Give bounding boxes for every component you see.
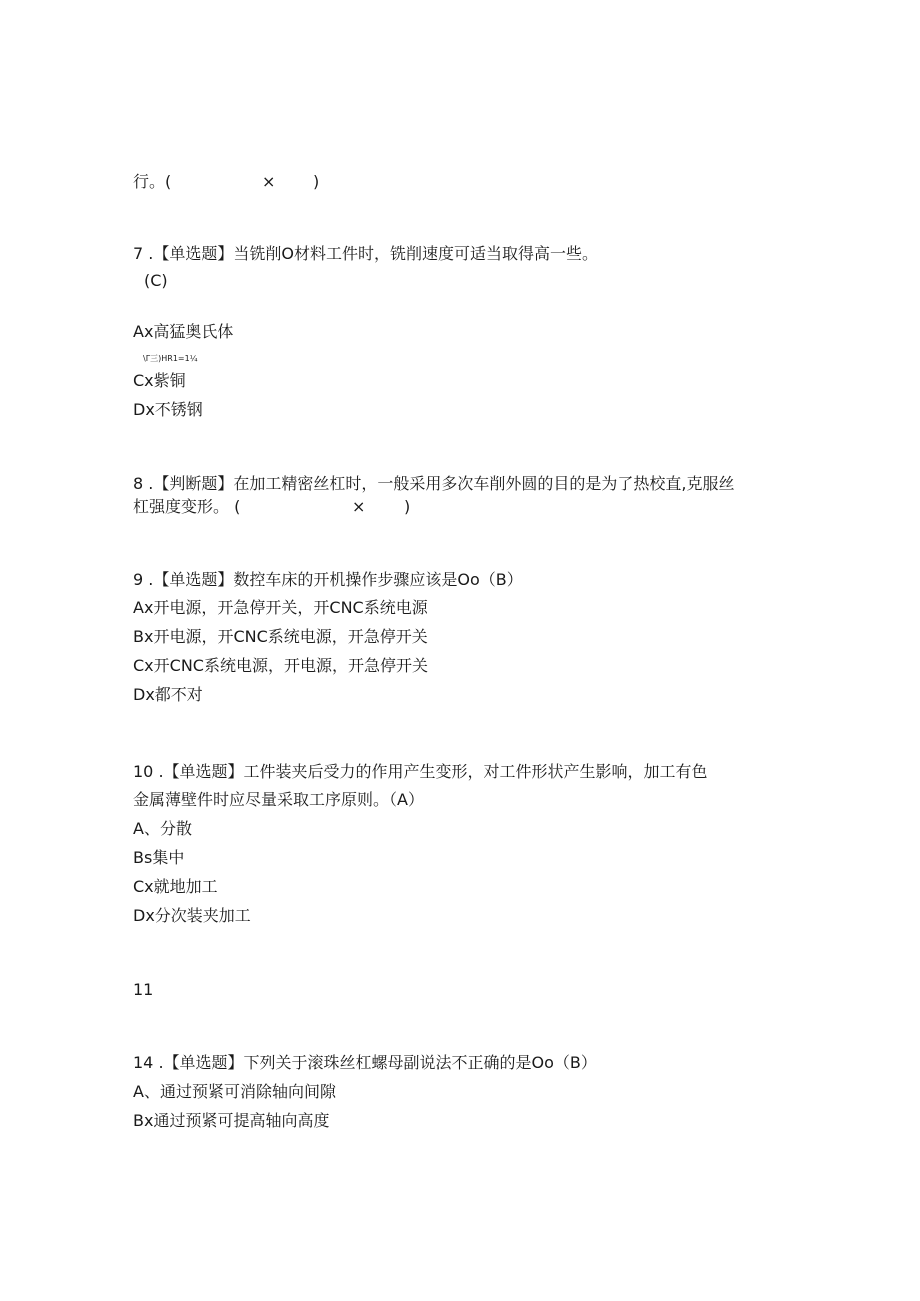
- question-8-continued: 杠强度变形。 (: [133, 497, 241, 516]
- option-c: Cx就地加工: [133, 877, 218, 896]
- question-14: 14 .【单选题】下列关于滚珠丝杠螺母副说法不正确的是Oo（B）: [133, 1053, 597, 1072]
- close-paren: ): [313, 172, 320, 191]
- question-7: 7 .【单选题】当铣削O材料工件时，铣削速度可适当取得高一些。: [133, 244, 598, 263]
- cross-mark: ×: [262, 172, 276, 191]
- option-b: \Γ三)HR1=1¼: [143, 354, 198, 363]
- question-11: 11: [133, 980, 154, 999]
- option-a: A、通过预紧可消除轴向间隙: [133, 1082, 336, 1101]
- option-b: Bs集中: [133, 848, 185, 867]
- close-paren: ): [404, 497, 411, 516]
- option-d: Dx都不对: [133, 685, 203, 704]
- text-line: 行。(: [133, 172, 172, 191]
- option-b: Bx通过预紧可提高轴向高度: [133, 1111, 330, 1130]
- question-9: 9 .【单选题】数控车床的开机操作步骤应该是Oo（B）: [133, 570, 523, 589]
- question-10-continued: 金属薄壁件时应尽量采取工序原则。（A）: [133, 790, 424, 809]
- option-a: A、分散: [133, 819, 192, 838]
- answer-7: (C): [144, 271, 168, 290]
- option-c: Cx紫铜: [133, 371, 186, 390]
- option-a: Ax高猛奥氏体: [133, 322, 234, 341]
- option-a: Ax开电源，开急停开关，开CNC系统电源: [133, 598, 428, 617]
- option-b: Bx开电源，开CNC系统电源，开急停开关: [133, 627, 428, 646]
- question-8: 8 .【判断题】在加工精密丝杠时，一般采用多次车削外圆的目的是为了热校直,克服丝: [133, 474, 735, 493]
- cross-mark: ×: [352, 497, 366, 516]
- option-d: Dx分次装夹加工: [133, 906, 251, 925]
- option-d: Dx不锈钢: [133, 400, 203, 419]
- option-c: Cx开CNC系统电源，开电源，开急停开关: [133, 656, 428, 675]
- question-10: 10 .【单选题】工件装夹后受力的作用产生变形，对工件形状产生影响，加工有色: [133, 762, 708, 781]
